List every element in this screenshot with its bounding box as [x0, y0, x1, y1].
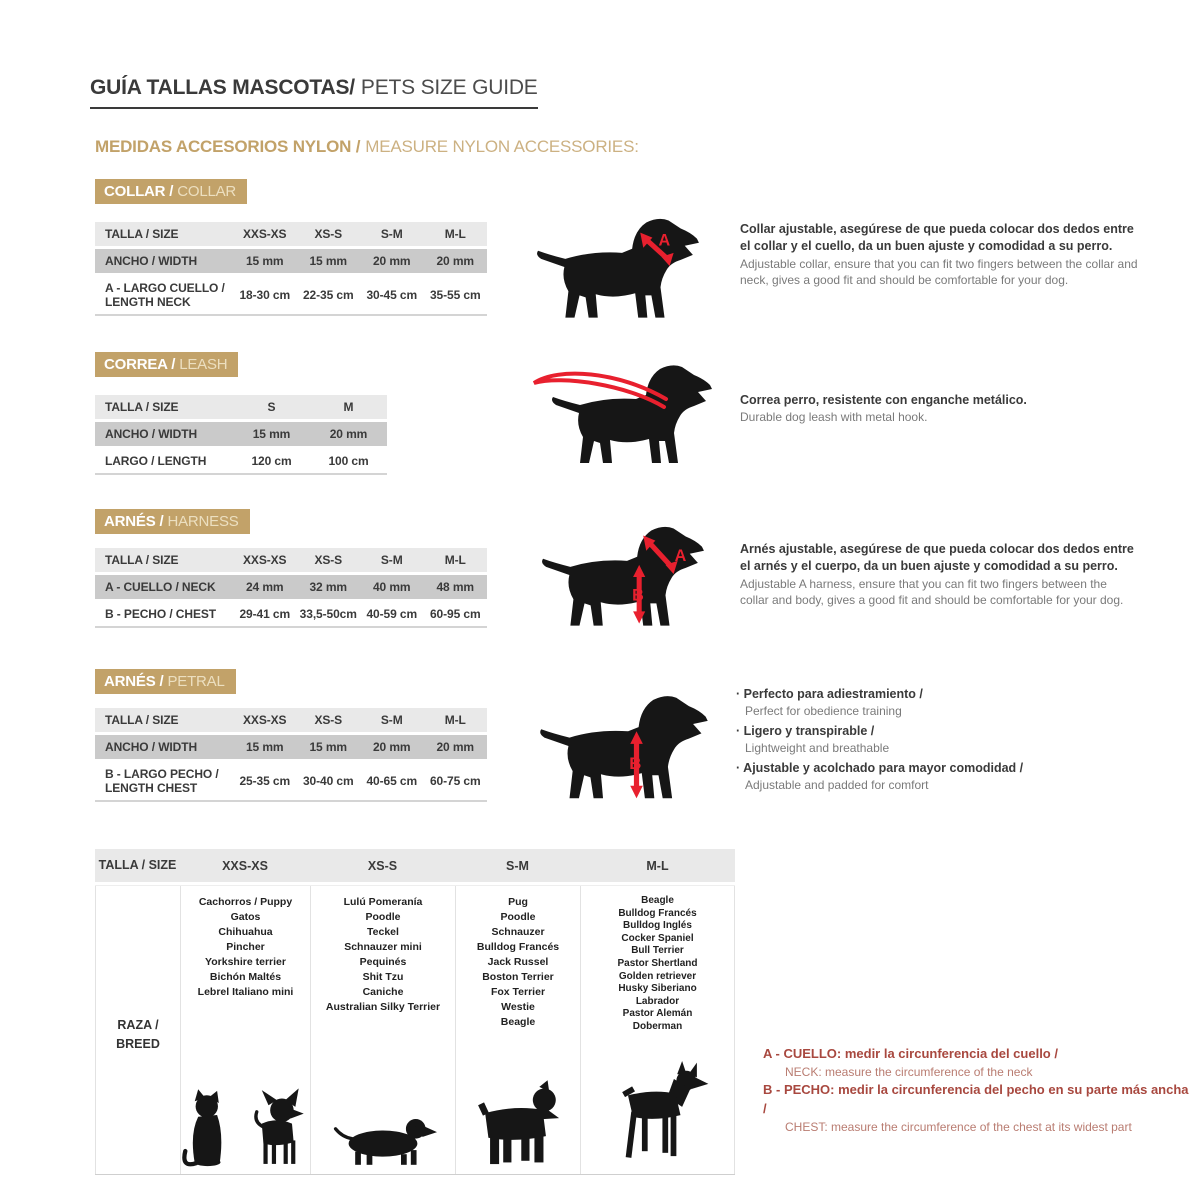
size-table-header-row: [95, 708, 487, 732]
collar-section-badge: [95, 179, 247, 204]
marker-letter-a: A: [674, 546, 687, 565]
marker-letter-a: A: [658, 231, 671, 250]
breed-list-xxs-xs: [181, 895, 310, 1000]
breed-item: Poodle: [365, 911, 401, 923]
note-neck-es: A - CUELLO: medir la circunferencia del cuello /: [763, 1046, 1058, 1061]
row-label-cell: TALLA / SIZE: [95, 548, 233, 572]
harness-badge-en: HARNESS: [167, 513, 239, 530]
row-label-cell: ANCHO / WIDTH: [95, 422, 233, 446]
value-cell: 48 mm: [424, 575, 488, 599]
breed-item: Lulú Pomeranía: [343, 896, 423, 908]
breed-item: Cachorros / Puppy: [198, 896, 293, 908]
row-label-cell: LARGO / LENGTH: [95, 449, 233, 475]
breed-item: Bichón Maltés: [209, 971, 282, 983]
breed-item: Teckel: [367, 926, 399, 938]
breed-item: Doberman: [632, 1020, 683, 1032]
petral-section-badge: [95, 669, 236, 694]
size-table-header-row: [95, 395, 387, 419]
row-label-cell: A - LARGO CUELLO / LENGTH NECK: [95, 276, 233, 316]
value-cell: 60-75 cm: [424, 762, 488, 802]
breed-cell-xs-s: [310, 886, 455, 1174]
breed-item: Bull Terrier: [631, 945, 684, 957]
harness-dog-illustration: [538, 522, 710, 630]
harness-desc-es: Arnés ajustable, asegúrese de que pueda colocar dos dedos entre el arnés y el cuerpo, da un buen ajuste y comodidad a su perro.: [740, 542, 1134, 574]
petral-bullet-en: Adjustable and padded for comfort: [745, 778, 929, 792]
breed-header-xxs-xs: XXS-XS: [222, 858, 268, 873]
subtitle-es: MEDIDAS ACCESORIOS NYLON /: [95, 137, 361, 156]
petral-bullet-es: · Ligero y transpirable /: [736, 723, 1156, 740]
collar-desc-en: Adjustable collar, ensure that you can fit two fingers between the collar and neck, gives a good fit and should be comfortable for your dog.: [740, 256, 1138, 288]
nylon-accessories-subtitle: [95, 137, 639, 157]
value-cell: 100 cm: [310, 449, 387, 475]
value-cell: 18-30 cm: [233, 276, 297, 316]
petral-size-table: [95, 705, 487, 805]
size-table-row: [95, 422, 387, 446]
harness-badge-es: ARNÉS /: [104, 513, 164, 530]
cat-silhouette: [181, 1087, 233, 1167]
size-table-row: [95, 276, 487, 316]
column-header-cell: M-L: [424, 222, 488, 246]
collar-badge-es: COLLAR /: [104, 183, 174, 200]
size-table-row: [95, 575, 487, 599]
collar-dog-illustration: [533, 214, 705, 322]
value-cell: 25-35 cm: [233, 762, 297, 802]
collar-size-table: [95, 219, 487, 319]
breed-item: Westie: [501, 1001, 535, 1013]
breed-cell-s-m: [455, 886, 580, 1174]
size-table-row: [95, 449, 387, 475]
size-table-row: [95, 735, 487, 759]
breed-item: Lebrel Italiano mini: [197, 986, 294, 998]
column-header-cell: XS-S: [297, 548, 361, 572]
breed-item: Shit Tzu: [362, 971, 404, 983]
page-title-es: GUÍA TALLAS MASCOTAS/: [90, 76, 355, 99]
value-cell: 30-40 cm: [297, 762, 361, 802]
breed-item: Schnauzer: [491, 926, 545, 938]
silhouettes-s-m: [456, 1079, 580, 1167]
value-cell: 24 mm: [233, 575, 297, 599]
breed-row-label: RAZA / BREED: [95, 886, 180, 1174]
breed-header-m-l: M-L: [646, 858, 669, 873]
row-label-cell: B - LARGO PECHO / LENGTH CHEST: [95, 762, 233, 802]
harness-size-table: [95, 545, 487, 631]
value-cell: 15 mm: [233, 422, 310, 446]
schnauzer-silhouette: [472, 1079, 564, 1167]
value-cell: 60-95 cm: [424, 602, 488, 628]
column-header-cell: XXS-XS: [233, 222, 297, 246]
collar-desc-es: Collar ajustable, asegúrese de que pueda colocar dos dedos entre el collar y el cuello, da un buen ajuste y comodidad a su perro.: [740, 222, 1134, 254]
silhouettes-xxs-xs: [181, 1087, 310, 1167]
row-label-cell: B - PECHO / CHEST: [95, 602, 233, 628]
row-label-cell: A - CUELLO / NECK: [95, 575, 233, 599]
petral-arrow-down: [630, 786, 643, 799]
petral-bullet-en: Lightweight and breathable: [745, 740, 890, 755]
value-cell: 15 mm: [233, 735, 297, 759]
value-cell: 30-45 cm: [360, 276, 424, 316]
column-header-cell: S-M: [360, 548, 424, 572]
value-cell: 20 mm: [360, 735, 424, 759]
breed-table-body: [95, 885, 735, 1175]
column-header-cell: XS-S: [297, 708, 361, 732]
breed-item: Australian Silky Terrier: [325, 1001, 441, 1013]
breed-item: Schnauzer mini: [344, 941, 422, 953]
breed-cell-xxs-xs: [180, 886, 310, 1174]
collar-badge-en: COLLAR: [177, 183, 237, 200]
breed-list-xs-s: [311, 895, 455, 1015]
value-cell: 120 cm: [233, 449, 310, 475]
column-header-cell: M: [310, 395, 387, 419]
petral-feature-list: [736, 686, 1156, 797]
row-label-cell: TALLA / SIZE: [95, 708, 233, 732]
breed-table-header: [95, 849, 735, 882]
subtitle-en: MEASURE NYLON ACCESSORIES:: [365, 137, 639, 156]
breed-item: Pug: [508, 896, 528, 908]
petral-badge-en: PETRAL: [167, 673, 225, 690]
leash-size-table: [95, 392, 387, 478]
marker-letter-b: B: [629, 753, 642, 773]
page-title-en: PETS SIZE GUIDE: [360, 76, 538, 99]
page-title: [90, 76, 538, 109]
leash-section-badge: [95, 352, 238, 377]
size-table-row: [95, 602, 487, 628]
leash-desc-es: Correa perro, resistente con enganche metálico.: [740, 393, 1027, 407]
breed-item: Beagle: [500, 1016, 536, 1028]
breed-item: Jack Russel: [487, 956, 549, 968]
column-header-cell: S-M: [360, 222, 424, 246]
leash-desc-en: Durable dog leash with metal hook.: [740, 410, 928, 425]
column-header-cell: XS-S: [297, 222, 361, 246]
leash-description: [740, 392, 1138, 426]
value-cell: 15 mm: [297, 249, 361, 273]
row-label-cell: ANCHO / WIDTH: [95, 735, 233, 759]
breed-item: Yorkshire terrier: [205, 956, 286, 968]
value-cell: 40-65 cm: [360, 762, 424, 802]
breed-list-s-m: [456, 895, 580, 1030]
column-header-cell: S: [233, 395, 310, 419]
breed-item: Pincher: [226, 941, 265, 953]
column-header-cell: XXS-XS: [233, 708, 297, 732]
leash-badge-en: LEASH: [179, 356, 228, 373]
value-cell: 40 mm: [360, 575, 424, 599]
petral-bullet-es: · Ajustable y acolchado para mayor comodidad /: [736, 760, 1156, 777]
column-header-cell: M-L: [424, 548, 488, 572]
breed-item: Pastor Alemán: [622, 1008, 693, 1020]
breed-item: Cocker Spaniel: [621, 932, 694, 944]
row-label-cell: TALLA / SIZE: [95, 222, 233, 246]
leash-badge-es: CORREA /: [104, 356, 176, 373]
petral-badge-es: ARNÉS /: [104, 673, 164, 690]
size-table-header-row: [95, 548, 487, 572]
note-neck-en: NECK: measure the circumference of the neck: [785, 1064, 1033, 1079]
note-chest-es: B - PECHO: medir la circunferencia del pecho en su parte más ancha /: [763, 1082, 1189, 1117]
breed-item: Fox Terrier: [490, 986, 546, 998]
value-cell: 40-59 cm: [360, 602, 424, 628]
breed-item: Caniche: [362, 986, 404, 998]
petral-dog-illustration: [536, 690, 714, 804]
size-table-row: [95, 249, 487, 273]
petral-bullet-en: Perfect for obedience training: [745, 703, 902, 718]
value-cell: 22-35 cm: [297, 276, 361, 316]
value-cell: 33,5-50cm: [297, 602, 361, 628]
breed-item: Bulldog Francés: [618, 907, 697, 919]
column-header-cell: S-M: [360, 708, 424, 732]
doberman-silhouette: [605, 1055, 710, 1167]
value-cell: 20 mm: [424, 735, 488, 759]
breed-item: Bulldog Francés: [476, 941, 560, 953]
breed-cell-m-l: [580, 886, 735, 1174]
leash-dog-illustration: [530, 358, 718, 470]
row-label-cell: ANCHO / WIDTH: [95, 249, 233, 273]
harness-desc-en: Adjustable A harness, ensure that you can fit two fingers between the collar and body, gives a good fit and should be comfortable for your dog.: [740, 576, 1124, 608]
value-cell: 15 mm: [297, 735, 361, 759]
breed-item: Poodle: [500, 911, 536, 923]
value-cell: 32 mm: [297, 575, 361, 599]
breed-item: Husky Siberiano: [618, 983, 697, 995]
harness-description: [740, 541, 1138, 609]
breed-item: Golden retriever: [618, 970, 697, 982]
breed-header-s-m: S-M: [506, 858, 529, 873]
value-cell: 20 mm: [424, 249, 488, 273]
breed-list-m-l: [581, 895, 734, 1034]
breed-item: Chihuahua: [218, 926, 273, 938]
measuring-notes: [763, 1045, 1193, 1136]
breed-item: Pequinés: [359, 956, 407, 968]
breed-size-table: [95, 849, 735, 1175]
row-label-cell: TALLA / SIZE: [95, 395, 233, 419]
silhouettes-m-l: [581, 1055, 734, 1167]
dachshund-silhouette: [329, 1107, 437, 1167]
breed-header-size: TALLA / SIZE: [98, 858, 177, 873]
size-table-row: [95, 762, 487, 802]
value-cell: 20 mm: [360, 249, 424, 273]
silhouettes-xs-s: [311, 1107, 455, 1167]
note-chest-en: CHEST: measure the circumference of the chest at its widest part: [785, 1119, 1132, 1134]
breed-item: Boston Terrier: [482, 971, 554, 983]
size-table-header-row: [95, 222, 487, 246]
column-header-cell: XXS-XS: [233, 548, 297, 572]
collar-description: [740, 221, 1138, 289]
breed-item: Labrador: [635, 995, 680, 1007]
chihuahua-silhouette: [245, 1087, 310, 1167]
value-cell: 15 mm: [233, 249, 297, 273]
petral-bullet-es: · Perfecto para adiestramiento /: [736, 686, 1156, 703]
breed-header-xs-s: XS-S: [367, 858, 398, 873]
breed-item: Gatos: [230, 911, 261, 923]
value-cell: 29-41 cm: [233, 602, 297, 628]
column-header-cell: M-L: [424, 708, 488, 732]
value-cell: 35-55 cm: [424, 276, 488, 316]
breed-item: Beagle: [641, 895, 674, 906]
value-cell: 20 mm: [310, 422, 387, 446]
breed-item: Pastor Shertland: [617, 957, 698, 969]
breed-item: Bulldog Inglés: [623, 920, 692, 932]
marker-letter-b: B: [632, 586, 644, 605]
harness-section-badge: [95, 509, 250, 534]
